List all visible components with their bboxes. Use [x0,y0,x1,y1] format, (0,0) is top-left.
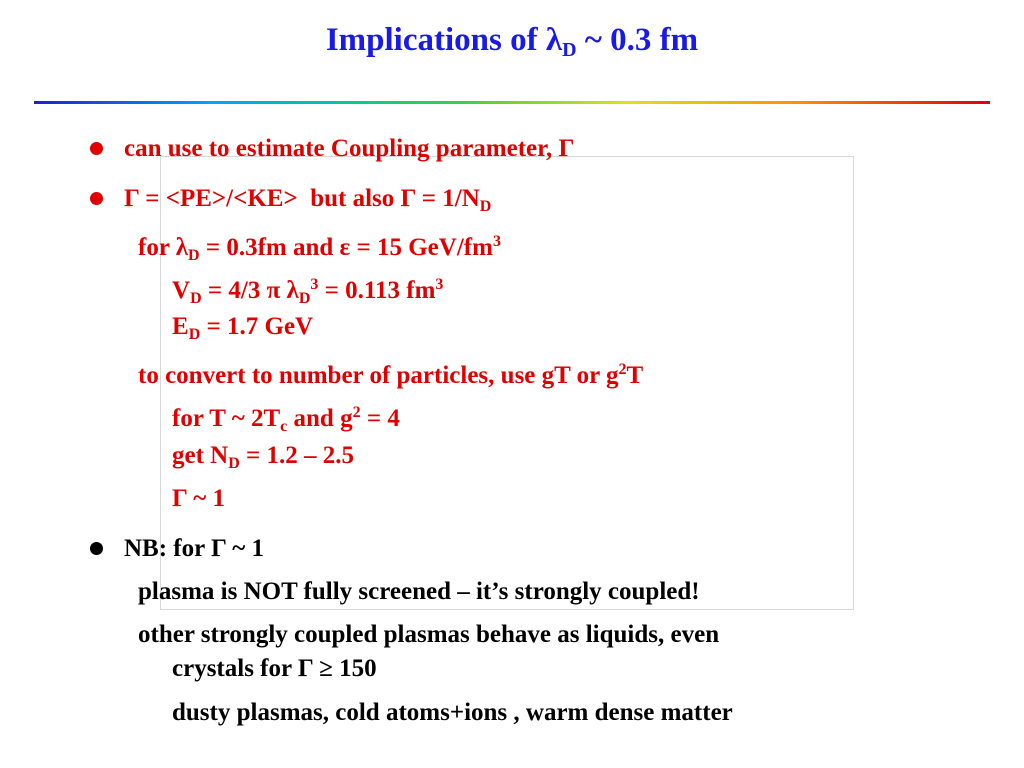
title-divider [34,101,990,104]
examples-line: dusty plasmas, cold atoms+ions , warm dense matter [172,699,733,726]
temperature-line: for T ~ $2T_c$ and $g^2 = 4$ [172,404,400,435]
bullet-3-dot [90,542,103,555]
bullet-2-dot [90,192,103,205]
liquids-line: other strongly coupled plasmas behave as liquids, even [138,621,720,648]
bullet-3-text: NB: for Γ ~ 1 [124,535,265,562]
nd-line: get $N_D = 1.2 - 2.5$ [172,442,355,472]
slide-title: Implications of $\lambda_D$ ~ 0.3 fm [325,22,699,61]
gamma-result-line: Γ ~ 1 [172,485,225,512]
bullet-2-text: Γ = <PE>/<KE> but also $\Gamma = 1/N_D$ [124,185,492,215]
bullet-1-text: can use to estimate Coupling parameter, Γ [124,135,575,162]
lambda-epsilon-line: for $\lambda_D = 0.3fm$ and ε = 15 GeV/$fm^3$ [138,233,501,264]
bullet-1-dot [90,142,103,155]
crystals-line: crystals for Γ ≥ 150 [172,655,377,682]
convert-line: to convert to number of particles, use gT or $g^2T$ [138,361,644,389]
energy-line: $E_D = 1.7$ GeV [172,313,314,343]
volume-line: $V_D = 4/3$ π $\lambda_D^3 = 0.113$ $fm^3$ [172,276,444,307]
screened-line: plasma is NOT fully screened – it’s strongly coupled! [138,578,700,605]
